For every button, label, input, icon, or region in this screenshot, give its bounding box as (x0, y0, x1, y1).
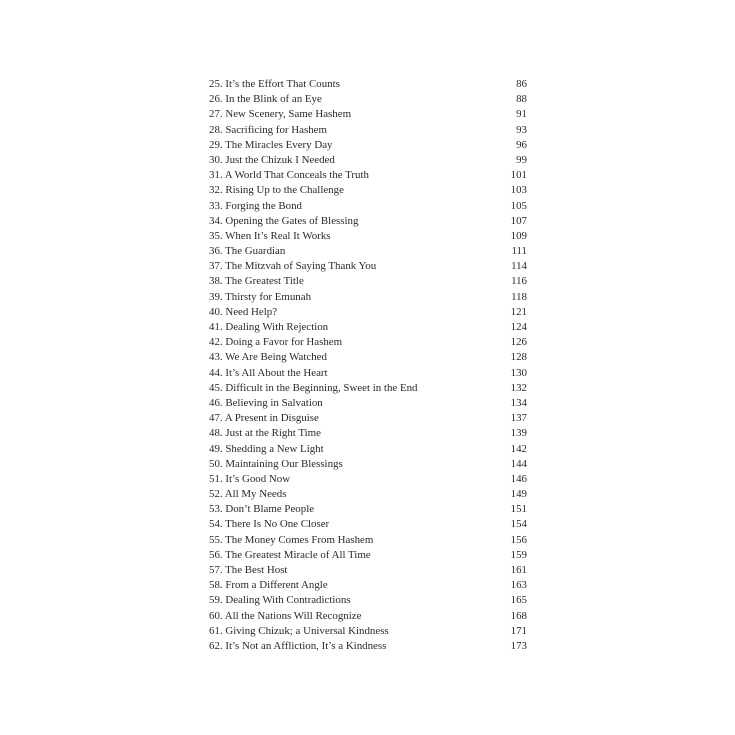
toc-entry (209, 138, 527, 153)
toc-entry (209, 183, 527, 198)
toc-entry-title: 25. It’s the Effort That Counts (209, 78, 340, 90)
toc-entry-page-number: 163 (510, 579, 527, 592)
toc-entry-title: 53. Don’t Blame People (209, 503, 315, 516)
toc-entry-title: 57. The Best Host (209, 564, 288, 576)
toc-entry-title: 29. The Miracles Every Day (209, 138, 333, 151)
toc-entry-title: 30. Just the Chizuk I Needed (209, 153, 335, 166)
toc-entry-title: 46. Believing in Salvation (209, 396, 323, 409)
toc-entry-page-number: 171 (510, 624, 527, 637)
toc-entry (209, 624, 527, 639)
toc-entry (209, 563, 527, 578)
toc-entry (209, 274, 527, 289)
toc-entry-page-number: 173 (510, 639, 527, 652)
toc-entry-page-number: 88 (516, 93, 527, 106)
toc-entry-page-number: 111 (511, 245, 527, 258)
toc-entry (209, 229, 527, 244)
toc-entry-page-number: 96 (516, 138, 527, 151)
toc-entry-title: 36. The Guardian (209, 245, 286, 258)
toc-entry-page-number: 118 (511, 290, 527, 303)
toc-entry-page-number: 134 (510, 396, 527, 409)
toc-entry-page-number: 124 (510, 321, 527, 333)
toc-entry (209, 487, 527, 502)
toc-entry (209, 411, 527, 426)
toc-entry-title: 26. In the Blink of an Eye (209, 93, 322, 106)
toc-entry-page-number: 93 (516, 123, 527, 136)
toc-entry (209, 639, 527, 654)
toc-entry (209, 533, 527, 548)
toc-entry-page-number: 154 (510, 518, 527, 531)
toc-entry-title: 44. It’s All About the Heart (209, 366, 328, 379)
toc-entry (209, 305, 527, 320)
toc-entry-title: 58. From a Different Angle (209, 579, 328, 592)
toc-entry (209, 366, 527, 381)
table-of-contents (209, 77, 527, 654)
toc-entry (209, 123, 527, 138)
toc-entry-page-number: 91 (516, 108, 527, 121)
toc-entry-page-number: 142 (510, 442, 527, 455)
toc-entry-title: 42. Doing a Favor for Hashem (209, 336, 343, 349)
toc-entry-title: 37. The Mitzvah of Saying Thank You (209, 260, 377, 273)
toc-entry-title: 56. The Greatest Miracle of All Time (209, 548, 371, 561)
toc-entry-page-number: 159 (510, 548, 527, 561)
toc-entry-page-number: 149 (510, 488, 527, 501)
toc-entry-page-number: 161 (510, 564, 527, 576)
toc-entry-title: 49. Shedding a New Light (209, 442, 324, 455)
toc-entry (209, 92, 527, 107)
toc-entry (209, 153, 527, 168)
toc-entry-page-number: 132 (510, 381, 527, 394)
toc-entry-page-number: 146 (510, 472, 527, 485)
toc-entry (209, 244, 527, 259)
toc-entry-page-number: 144 (510, 457, 527, 470)
toc-entry-page-number: 121 (510, 305, 527, 318)
toc-entry (209, 350, 527, 365)
toc-entry-title: 33. Forging the Bond (209, 199, 302, 212)
toc-entry-title: 32. Rising Up to the Challenge (209, 184, 344, 197)
toc-entry-page-number: 139 (510, 427, 527, 440)
toc-entry (209, 442, 527, 457)
toc-entry-page-number: 116 (511, 275, 527, 288)
toc-entry (209, 107, 527, 122)
toc-entry-title: 47. A Present in Disguise (209, 412, 319, 425)
toc-entry-page-number: 107 (510, 214, 527, 227)
toc-entry-title: 62. It’s Not an Affliction, It’s a Kindness (209, 639, 387, 652)
toc-entry-page-number: 86 (516, 78, 527, 90)
toc-entry-title: 61. Giving Chizuk; a Universal Kindness (209, 624, 389, 637)
toc-entry (209, 578, 527, 593)
toc-entry (209, 502, 527, 517)
toc-entry-page-number: 126 (510, 336, 527, 349)
toc-entry (209, 214, 527, 229)
toc-entry-title: 48. Just at the Right Time (209, 427, 321, 440)
toc-entry-title: 27. New Scenery, Same Hashem (209, 108, 352, 121)
toc-entry (209, 396, 527, 411)
toc-entry-title: 38. The Greatest Title (209, 275, 304, 288)
toc-entry-title: 41. Dealing With Rejection (209, 321, 329, 333)
toc-entry (209, 593, 527, 608)
toc-entry-title: 34. Opening the Gates of Blessing (209, 214, 359, 227)
toc-entry-page-number: 101 (510, 169, 527, 182)
toc-entry-title: 39. Thirsty for Emunah (209, 290, 312, 303)
toc-entry-page-number: 114 (511, 260, 527, 273)
toc-entry-page-number: 151 (510, 503, 527, 516)
toc-entry-title: 31. A World That Conceals the Truth (209, 169, 369, 182)
toc-entry-title: 55. The Money Comes From Hashem (209, 533, 374, 546)
toc-entry-page-number: 165 (510, 594, 527, 607)
toc-entry-title: 40. Need Help? (209, 305, 278, 318)
toc-entry-title: 51. It’s Good Now (209, 472, 291, 485)
toc-entry (209, 335, 527, 350)
toc-entry-title: 59. Dealing With Contradictions (209, 594, 351, 607)
toc-entry (209, 517, 527, 532)
toc-entry (209, 426, 527, 441)
toc-entry (209, 259, 527, 274)
toc-entry (209, 77, 527, 92)
toc-entry (209, 199, 527, 214)
toc-entry-page-number: 137 (510, 412, 527, 425)
toc-entry-title: 45. Difficult in the Beginning, Sweet in the End (209, 381, 418, 394)
toc-entry (209, 548, 527, 563)
toc-entry-title: 50. Maintaining Our Blessings (209, 457, 343, 470)
toc-entry-title: 60. All the Nations Will Recognize (209, 609, 362, 622)
toc-entry-title: 52. All My Needs (209, 488, 287, 501)
toc-entry (209, 320, 527, 335)
toc-entry-title: 54. There Is No One Closer (209, 518, 330, 531)
toc-entry-page-number: 156 (510, 533, 527, 546)
toc-entry (209, 609, 527, 624)
toc-entry (209, 381, 527, 396)
toc-entry (209, 472, 527, 487)
toc-entry-page-number: 103 (510, 184, 527, 197)
toc-entry-title: 43. We Are Being Watched (209, 351, 327, 364)
toc-entry-page-number: 130 (510, 366, 527, 379)
toc-entry-title: 35. When It’s Real It Works (209, 229, 331, 242)
toc-entry-page-number: 109 (510, 229, 527, 242)
toc-entry-page-number: 128 (510, 351, 527, 364)
toc-entry (209, 168, 527, 183)
toc-entry (209, 457, 527, 472)
toc-entry-page-number: 99 (516, 153, 527, 166)
toc-entry (209, 290, 527, 305)
toc-entry-title: 28. Sacrificing for Hashem (209, 123, 327, 136)
toc-entry-page-number: 168 (510, 609, 527, 622)
toc-entry-page-number: 105 (510, 199, 527, 212)
